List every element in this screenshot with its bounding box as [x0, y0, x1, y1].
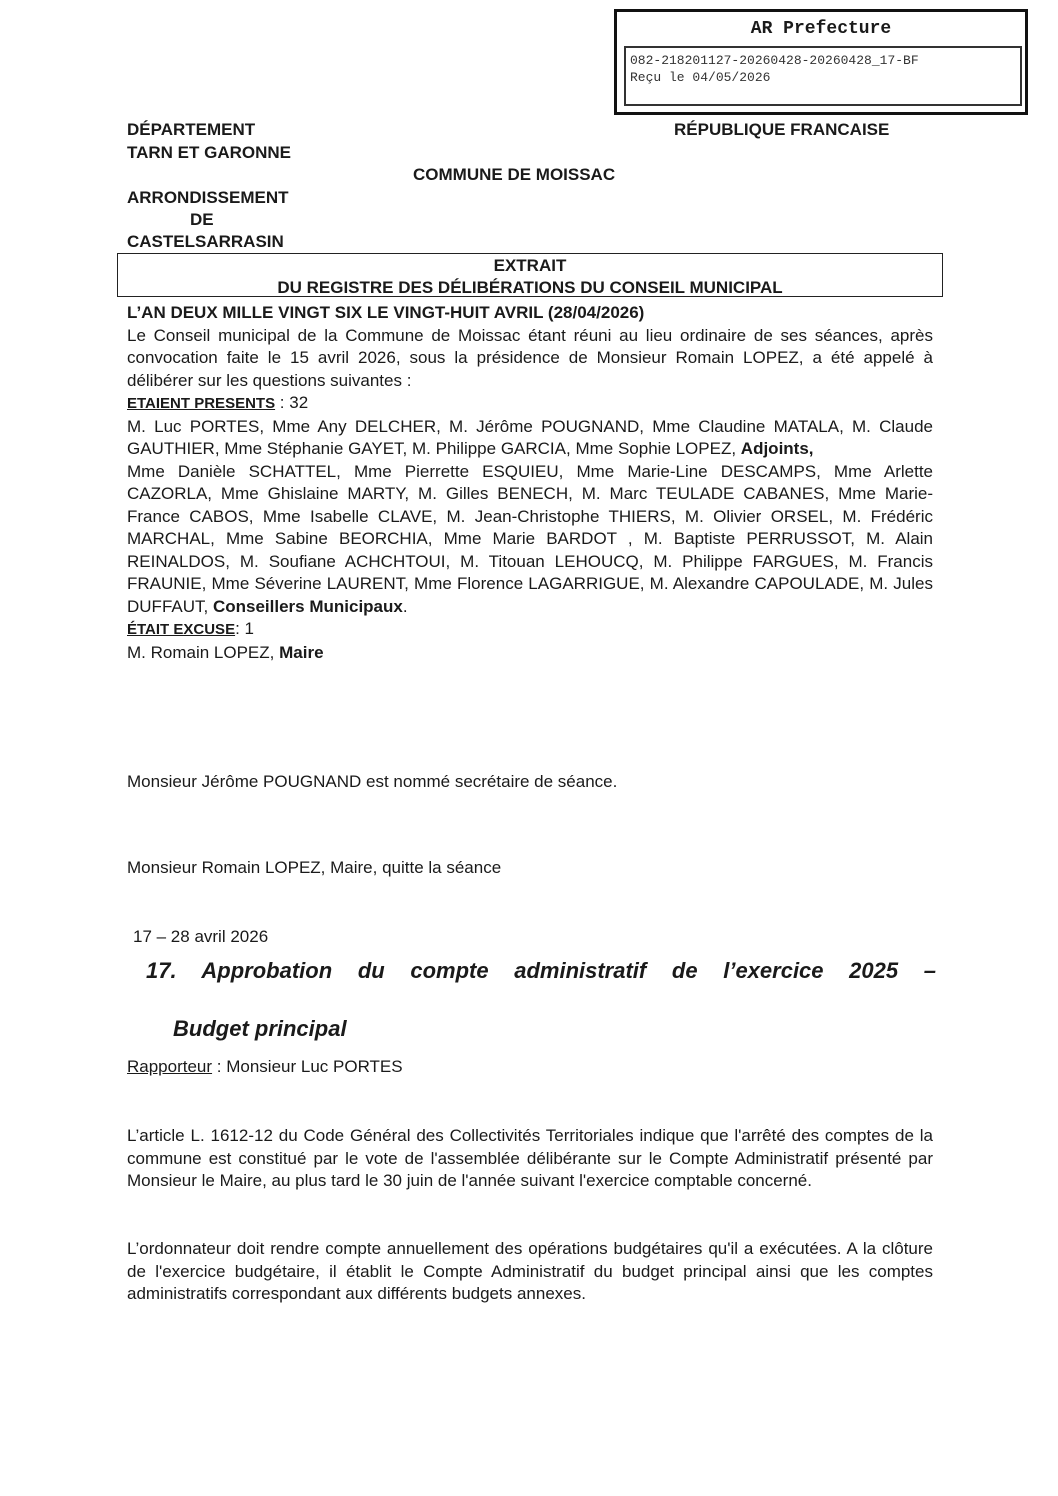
seance-date-heading: L’AN DEUX MILLE VINGT SIX LE VINGT-HUIT AVRIL (28/04/2026) — [127, 303, 645, 322]
adjoints-paragraph: M. Luc PORTES, Mme Any DELCHER, M. Jérôme POUGNAND, Mme Claudine MATALA, M. Claude GAUTHIER, Mme Stéphanie GAYET, M. Philippe GARCIA, Mme Sophie LOPEZ, Adjoints, — [127, 416, 933, 458]
stamp-reference: 082-218201127-20260428-20260428_17-BF — [630, 53, 919, 68]
excuse-person-line — [127, 642, 933, 665]
conseillers-label: Conseillers Municipaux — [212, 596, 403, 616]
arrondissement-de: DE — [190, 210, 214, 229]
extrait-subtitle: DU REGISTRE DES DÉLIBÉRATIONS DU CONSEIL MUNICIPAL — [277, 278, 783, 297]
rapporteur-label: Rapporteur — [127, 1057, 213, 1076]
republique-label: RÉPUBLIQUE FRANCAISE — [674, 120, 890, 139]
arrondissement-value: CASTELSARRASIN — [127, 232, 284, 251]
stamp-title: AR Prefecture — [750, 19, 892, 39]
adjoints-names: M. Luc PORTES, Mme Any DELCHER, M. Jérôme POUGNAND, Mme Claudine MATALA, M. Claude GAUTHIER, Mme Stéphanie GAYET, M. Philippe GARCIA, Mme Sophie LOPEZ, — [127, 416, 933, 458]
presents-line — [127, 392, 933, 416]
deliberation-reference: 17 – 28 avril 2026 — [133, 927, 269, 946]
conseillers-paragraph: Mme Danièle SCHATTEL, Mme Pierrette ESQUIEU, Mme Marie-Line DESCAMPS, Mme Arlette CAZORLA, Mme Ghislaine MARTY, M. Gilles BENECH, M. Marc TEULADE CABANES, Mme Marie-France CABOS, Mme Isabelle CLAVE, M. Jean-Christophe THIERS, M. Olivier ORSEL, M. Frédéric MARCHAL, Mme Sabine BEORCHIA, Mme Marie BARDOT , M. Baptiste PERRUSSOT, M. Alain REINALDOS, M. Soufiane ACHCHTOUI, M. Titouan LEHOUCQ, M. Philippe FARGUES, M. Francis FRAUNIE, Mme Séverine LAURENT, Mme Florence LAGARRIGUE, M. Alexandre CAPOULADE, M. Jules DUFFAUT, Conseillers Municipaux. — [127, 461, 933, 616]
stamp-received-date: Reçu le 04/05/2026 — [630, 70, 771, 85]
deliberation-title — [146, 956, 936, 1043]
presents-label: ETAIENT PRESENTS — [127, 395, 276, 412]
excuse-name: M. Romain LOPEZ, — [127, 642, 275, 662]
deliberation-title-line1: 17. Approbation du compte administratif de l’exercice 2025 – — [146, 958, 936, 983]
presents-count: : 32 — [275, 393, 309, 412]
paragraph-ordonnateur: L’ordonnateur doit rendre compte annuellement des opérations budgétaires qu'il a exécutées. A la clôture de l'exercice budgétaire, il établit le Compte Administratif du budget principal ainsi que les comptes administratifs correspondant aux différents budgets annexes. — [127, 1239, 933, 1303]
arrondissement-label: ARRONDISSEMENT — [127, 188, 289, 207]
secretaire-line: Monsieur Jérôme POUGNAND est nommé secrétaire de séance. — [127, 772, 618, 791]
maire-quitte-line: Monsieur Romain LOPEZ, Maire, quitte la séance — [127, 858, 502, 877]
rapporteur-line — [127, 1057, 403, 1077]
commune-label: COMMUNE DE MOISSAC — [413, 165, 616, 184]
excuse-line — [127, 618, 933, 642]
rapporteur-value: : Monsieur Luc PORTES — [212, 1057, 403, 1076]
excuse-label: ÉTAIT EXCUSE — [127, 621, 236, 638]
excuse-count: : 1 — [235, 619, 254, 638]
adjoints-label: Adjoints — [740, 439, 809, 458]
departement-label: DÉPARTEMENT — [127, 120, 256, 139]
seance-intro: Le Conseil municipal de la Commune de Moissac étant réuni au lieu ordinaire de ses séances, après convocation faite le 15 avril 2026, sous la présidence de Monsieur Romain LOPEZ, a été appelé à délibérer sur les questions suivantes : — [127, 325, 933, 390]
paragraph-article: L’article L. 1612-12 du Code Général des Collectivités Territoriales indique que l'arrêté des comptes de la commune est constitué par le vote de l'assemblée délibérante sur le Compte Administratif présenté par Monsieur le Maire, au plus tard le 30 juin de l'année suivant l'exercice comptable concerné. — [127, 1126, 933, 1190]
extrait-title: EXTRAIT — [493, 256, 567, 275]
departement-value: TARN ET GARONNE — [127, 143, 292, 162]
deliberation-title-line2: Budget principal — [173, 1016, 347, 1041]
conseillers-names: Mme Danièle SCHATTEL, Mme Pierrette ESQUIEU, Mme Marie-Line DESCAMPS, Mme Arlette CAZORLA, Mme Ghislaine MARTY, M. Gilles BENECH, M. Marc TEULADE CABANES, Mme Marie-France CABOS, Mme Isabelle CLAVE, M. Jean-Christophe THIERS, M. Olivier ORSEL, M. Frédéric MARCHAL, Mme Sabine BEORCHIA, Mme Marie BARDOT , M. Baptiste PERRUSSOT, M. Alain REINALDOS, M. Soufiane ACHCHTOUI, M. Titouan LEHOUCQ, M. Philippe FARGUES, M. Francis FRAUNIE, Mme Séverine LAURENT, Mme Florence LAGARRIGUE, M. Alexandre CAPOULADE, M. Jules DUFFAUT, — [127, 461, 933, 616]
seance-block — [127, 302, 933, 664]
excuse-role: Maire — [279, 642, 324, 662]
